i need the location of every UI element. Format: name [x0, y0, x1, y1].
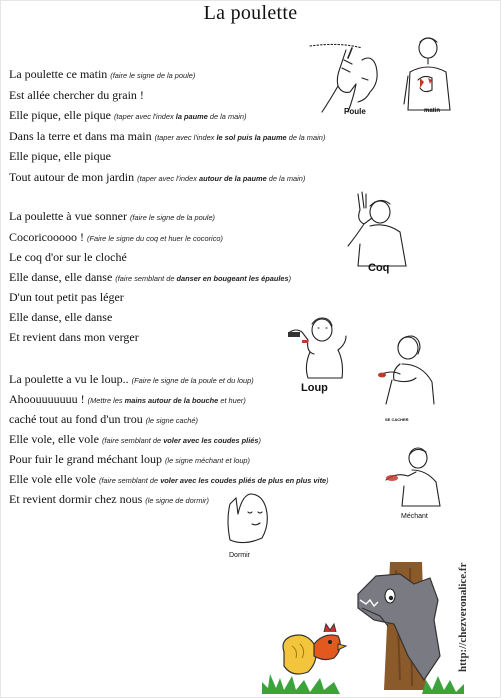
lyric-line [9, 129, 325, 145]
lyric-line [9, 492, 209, 508]
instruction-text: (Faire le signe du coq et huer le cocorico) [86, 234, 223, 243]
sign-poule-illustration [300, 40, 380, 115]
sign-instruction [137, 174, 305, 183]
page-title: La poulette [203, 2, 298, 24]
lyric-line [9, 392, 246, 408]
instruction-text: (faire semblant de [101, 436, 164, 445]
lyric-text: Et revient dans mon verger [9, 330, 139, 344]
instruction-text: ) [288, 274, 292, 283]
instruction-emphasis: voler avec les coudes pliés de plus en plus vite [160, 476, 327, 485]
lyric-text: Est allée chercher du grain ! [9, 88, 144, 102]
instruction-text: (faire semblant de [115, 274, 177, 283]
lyric-text: Elle vole elle vole [9, 472, 96, 486]
lyric-line [9, 432, 261, 448]
lyric-line [9, 330, 139, 345]
instruction-text: (le signe de dormir) [145, 496, 209, 505]
lyric-text: Elle pique, elle pique [9, 149, 111, 163]
lyric-text: Pour fuir le grand méchant loup [9, 452, 162, 466]
lyric-text: caché tout au fond d'un trou [9, 412, 143, 426]
sign-instruction [132, 376, 254, 385]
sign-instruction [115, 274, 291, 283]
caption-poule: Poule [344, 107, 366, 116]
lyric-text: La poulette a vu le loup.. [9, 372, 129, 386]
instruction-text: (Faire le signe de la poule et du loup) [131, 376, 254, 385]
lyric-text: Tout autour de mon jardin [9, 170, 135, 184]
lyric-text: La poulette ce matin [9, 67, 108, 81]
sign-instruction [102, 436, 261, 445]
instruction-text: (taper avec l'index [137, 174, 199, 183]
lyric-text: La poulette à vue sonner [9, 209, 127, 223]
instruction-emphasis: le sol puis la paume [216, 133, 287, 142]
lyric-text: Cocoricooooo ! [9, 230, 84, 244]
lyric-line [9, 67, 195, 83]
caption-matin: matin [424, 108, 441, 114]
lyric-line [9, 270, 291, 286]
lyric-line [9, 452, 250, 468]
sign-instruction [145, 496, 209, 505]
sign-instruction [87, 234, 223, 243]
instruction-text: (faire le signe de la poule) [129, 213, 216, 222]
lyric-text: Dans la terre et dans ma main [9, 129, 152, 143]
lyric-line [9, 310, 112, 325]
lyric-text: Elle danse, elle danse [9, 310, 113, 324]
sign-matin-illustration [398, 34, 458, 119]
lyric-line [9, 88, 144, 103]
instruction-emphasis: danser en bougeant les épaules [176, 274, 289, 283]
lyric-line [9, 170, 305, 186]
instruction-text: de la main) [266, 174, 306, 183]
caption-coq: Coq [368, 262, 390, 274]
sign-instruction [88, 396, 246, 405]
caption-loup: Loup [301, 382, 328, 394]
caption-mechant: Méchant [401, 513, 428, 520]
lyric-text: D'un tout petit pas léger [9, 290, 124, 304]
sign-instruction [165, 456, 250, 465]
sign-instruction [146, 416, 198, 425]
instruction-text: (taper avec l'index [154, 133, 217, 142]
lyric-line [9, 209, 215, 225]
sign-mechant-illustration [382, 446, 444, 508]
instruction-text: (taper avec l'index [113, 112, 176, 121]
instruction-text: ) [326, 476, 329, 485]
sign-coq-illustration [328, 190, 408, 268]
lyric-text: Elle pique, elle pique [9, 108, 111, 122]
lyric-line [9, 412, 198, 428]
instruction-text: (le signe méchant et loup) [164, 456, 251, 465]
lyric-line [9, 108, 246, 124]
lyric-line [9, 290, 124, 305]
lyric-line [9, 250, 127, 265]
lyric-text: Et revient dormir chez nous [9, 492, 143, 506]
instruction-emphasis: autour de la paume [198, 174, 267, 183]
sign-instruction [110, 71, 195, 80]
sign-cacher-illustration [372, 334, 438, 406]
instruction-text: (faire semblant de [98, 476, 161, 485]
instruction-text: ) [258, 436, 261, 445]
lyric-line [9, 230, 223, 246]
sign-instruction [130, 213, 215, 222]
instruction-text: de la main) [207, 112, 247, 121]
lyric-text: Elle danse, elle danse [9, 270, 113, 284]
website-watermark: http://chezveronalice.fr [457, 562, 469, 672]
instruction-emphasis: la paume [175, 112, 208, 121]
sign-instruction [114, 112, 246, 121]
lyric-line [9, 372, 254, 388]
chicken-wolf-cartoon [262, 560, 464, 694]
lyric-text: Le coq d'or sur le cloché [9, 250, 127, 264]
instruction-text: (le signe caché) [145, 416, 198, 425]
instruction-text: de la main) [286, 133, 326, 142]
instruction-emphasis: mains autour de la bouche [124, 396, 219, 405]
instruction-emphasis: voler avec les coudes pliés [163, 436, 259, 445]
sign-instruction [155, 133, 326, 142]
sign-dormir-illustration [222, 490, 278, 548]
lyric-line [9, 149, 111, 164]
caption-dormir: Dormir [229, 552, 250, 559]
lyric-text: Ahoouuuuuuu ! [9, 392, 85, 406]
sign-instruction [99, 476, 329, 485]
lyric-line [9, 472, 329, 488]
instruction-text: et huer) [218, 396, 246, 405]
instruction-text: (Mettre les [87, 396, 125, 405]
lyric-text: Elle vole, elle vole [9, 432, 99, 446]
instruction-text: (faire le signe de la poule) [110, 71, 196, 80]
caption-se-cacher: SE CACHER [385, 417, 409, 422]
